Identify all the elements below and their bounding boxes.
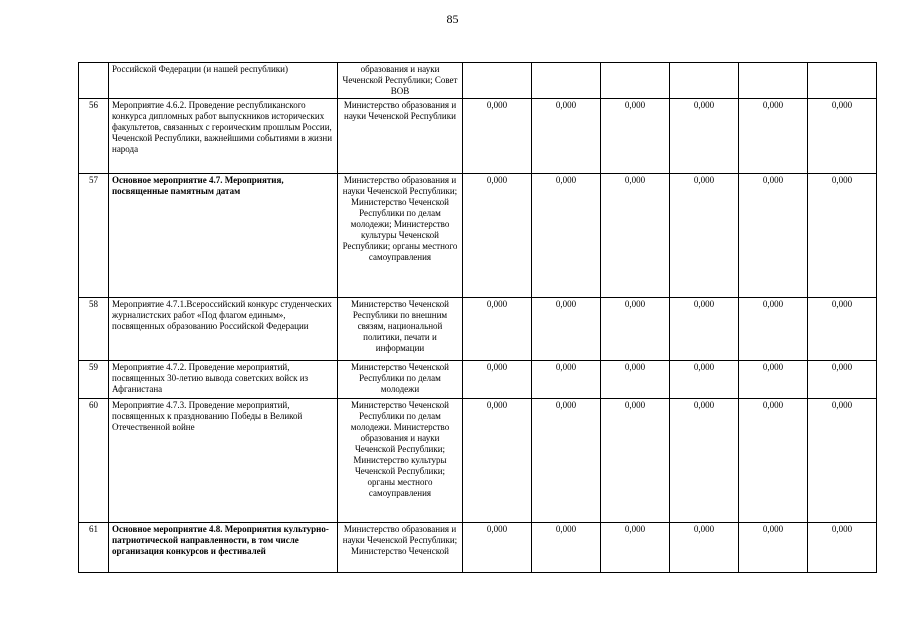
row-number: 58 bbox=[79, 298, 109, 361]
value-cell bbox=[739, 63, 808, 99]
table-row bbox=[79, 361, 877, 399]
executor: образования и науки Чеченской Республики; Совет ВОВ bbox=[338, 63, 463, 99]
table-row bbox=[79, 174, 877, 298]
value-cell: 0,000 bbox=[808, 361, 877, 399]
value-cell: 0,000 bbox=[601, 361, 670, 399]
value-cell: 0,000 bbox=[739, 399, 808, 523]
activity-name: Мероприятие 4.7.3. Проведение мероприятий, посвященных к празднованию Победы в Великой Отечественной войне bbox=[109, 399, 338, 523]
page-number: 85 bbox=[446, 12, 459, 26]
value-cell: 0,000 bbox=[601, 399, 670, 523]
table-body bbox=[79, 63, 877, 573]
table-row bbox=[79, 99, 877, 174]
value-cell: 0,000 bbox=[601, 298, 670, 361]
executor: Министерство образования и науки Чеченской Республики; Министерство Чеченской Республики по делам молодежи; Министерство культуры Чеченской Республики; органы местного самоуправления bbox=[338, 174, 463, 298]
executor: Министерство образования и науки Чеченской Республики; Министерство Чеченской bbox=[338, 523, 463, 573]
activity-name: Мероприятие 4.6.2. Проведение республиканского конкурса дипломных работ выпускников исторических факультетов, связанных с героическим прошлым России, Чеченской Республики, важнейшими событиями в жизни народа bbox=[109, 99, 338, 174]
value-cell bbox=[601, 63, 670, 99]
value-cell: 0,000 bbox=[670, 298, 739, 361]
program-table bbox=[78, 62, 877, 573]
value-cell: 0,000 bbox=[463, 523, 532, 573]
value-cell: 0,000 bbox=[601, 99, 670, 174]
value-cell: 0,000 bbox=[670, 523, 739, 573]
value-cell: 0,000 bbox=[532, 399, 601, 523]
row-number: 59 bbox=[79, 361, 109, 399]
executor: Министерство образования и науки Чеченской Республики bbox=[338, 99, 463, 174]
value-cell: 0,000 bbox=[463, 99, 532, 174]
value-cell: 0,000 bbox=[532, 298, 601, 361]
value-cell: 0,000 bbox=[739, 361, 808, 399]
value-cell: 0,000 bbox=[601, 174, 670, 298]
value-cell: 0,000 bbox=[739, 174, 808, 298]
value-cell: 0,000 bbox=[808, 399, 877, 523]
value-cell: 0,000 bbox=[739, 523, 808, 573]
activity-name: Российской Федерации (и нашей республики) bbox=[109, 63, 338, 99]
table-row bbox=[79, 523, 877, 573]
value-cell: 0,000 bbox=[532, 361, 601, 399]
value-cell: 0,000 bbox=[670, 174, 739, 298]
executor: Министерство Чеченской Республики по делам молодежи. Министерство образования и науки Чеченской Республики; Министерство культуры Чеченской Республики; органы местного самоуправления bbox=[338, 399, 463, 523]
executor: Министерство Чеченской Республики по внешним связям, национальной политики, печати и информации bbox=[338, 298, 463, 361]
value-cell: 0,000 bbox=[532, 523, 601, 573]
value-cell: 0,000 bbox=[463, 399, 532, 523]
value-cell: 0,000 bbox=[808, 298, 877, 361]
value-cell: 0,000 bbox=[463, 174, 532, 298]
row-number: 61 bbox=[79, 523, 109, 573]
value-cell bbox=[463, 63, 532, 99]
activity-name: Основное мероприятие 4.7. Мероприятия, посвященные памятным датам bbox=[109, 174, 338, 298]
value-cell: 0,000 bbox=[601, 523, 670, 573]
executor: Министерство Чеченской Республики по делам молодежи bbox=[338, 361, 463, 399]
value-cell: 0,000 bbox=[739, 99, 808, 174]
row-number: 56 bbox=[79, 99, 109, 174]
value-cell bbox=[808, 63, 877, 99]
value-cell: 0,000 bbox=[670, 99, 739, 174]
value-cell: 0,000 bbox=[808, 523, 877, 573]
value-cell bbox=[532, 63, 601, 99]
row-number: 57 bbox=[79, 174, 109, 298]
row-number: 60 bbox=[79, 399, 109, 523]
activity-name: Основное мероприятие 4.8. Мероприятия культурно-патриотической направленности, в том числе организация конкурсов и фестивалей bbox=[109, 523, 338, 573]
row-number bbox=[79, 63, 109, 99]
value-cell: 0,000 bbox=[808, 174, 877, 298]
table-row bbox=[79, 63, 877, 99]
value-cell: 0,000 bbox=[463, 361, 532, 399]
table-row bbox=[79, 298, 877, 361]
activity-name: Мероприятие 4.7.1.Всероссийский конкурс студенческих журналистских работ «Под флагом единым», посвященных образованию Российской Федерации bbox=[109, 298, 338, 361]
value-cell: 0,000 bbox=[670, 361, 739, 399]
table-row bbox=[79, 399, 877, 523]
value-cell: 0,000 bbox=[739, 298, 808, 361]
value-cell: 0,000 bbox=[532, 99, 601, 174]
value-cell: 0,000 bbox=[808, 99, 877, 174]
value-cell: 0,000 bbox=[670, 399, 739, 523]
value-cell: 0,000 bbox=[463, 298, 532, 361]
value-cell: 0,000 bbox=[532, 174, 601, 298]
activity-name: Мероприятие 4.7.2. Проведение мероприятий, посвященных 30-летию вывода советских войск из Афганистана bbox=[109, 361, 338, 399]
value-cell bbox=[670, 63, 739, 99]
